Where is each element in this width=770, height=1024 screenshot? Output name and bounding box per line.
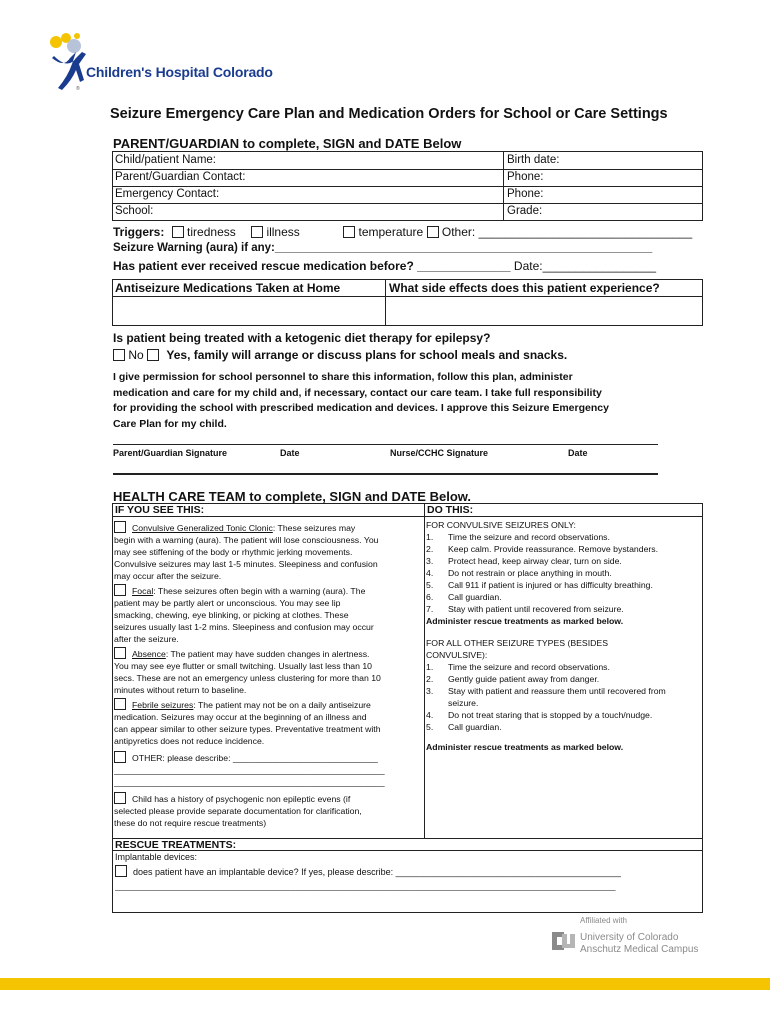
keto-yes-checkbox[interactable] <box>147 349 159 361</box>
other-step-text: Gently guide patient away from danger. <box>448 674 600 684</box>
convulsive-step-text: Call guardian. <box>448 592 502 602</box>
psychogenic-line: Child has a history of psychogenic non epileptic evens (if <box>132 794 351 804</box>
other-step-number <box>426 697 448 709</box>
convulsive-step <box>426 603 702 615</box>
emergency-contact-field[interactable]: Emergency Contact: <box>115 188 220 200</box>
other-step <box>426 661 702 673</box>
focal-line: patient may be partly alert or unconscious. You may see lip <box>114 598 341 608</box>
other-step-number: 3. <box>426 686 434 696</box>
convulsive-step-text: Time the seizure and record observations. <box>448 532 610 542</box>
absence-checkbox[interactable] <box>114 647 126 659</box>
other-instructions-head: CONVULSIVE): <box>426 650 488 660</box>
other-trigger-line[interactable]: ________________________________ <box>478 225 693 239</box>
triggers-row: Triggers: tiredness illness temperature Other: ________________________________ <box>113 225 693 239</box>
care-team-heading: HEALTH CARE TEAM to complete, SIGN and DATE Below. <box>113 489 471 504</box>
convulsive-step-text: Stay with patient until recovered from seizure. <box>448 604 624 614</box>
administer-rescue-note: Administer rescue treatments as marked below. <box>426 616 624 626</box>
campus-name: Anschutz Medical Campus <box>580 944 699 955</box>
guardian-date-label: Date <box>280 448 300 458</box>
administer-rescue-note: Administer rescue treatments as marked below. <box>426 742 624 752</box>
logo-text: Children's Hospital Colorado <box>86 64 273 80</box>
other-seizure-line[interactable]: ________________________________________________________ <box>114 765 385 775</box>
signature-line[interactable] <box>113 444 658 445</box>
aura-field[interactable]: Seizure Warning (aura) if any:___________________________________________________________ <box>113 242 653 254</box>
absence-line: secs. These are not an emergency unless clustering for more than 10 <box>114 673 381 683</box>
absence-item <box>114 647 424 696</box>
rescue-question-text[interactable]: Has patient ever received rescue medication before? ______________ <box>113 259 511 273</box>
other-step-number: 4. <box>426 710 434 720</box>
illness-label: illness <box>266 225 300 239</box>
focal-title: Focal <box>132 586 154 596</box>
guardian-contact-field[interactable]: Parent/Guardian Contact: <box>115 171 246 183</box>
convulsive-line: may see stiffening of the body or rhythmic jerking movements. <box>114 547 353 557</box>
keto-options <box>113 348 567 362</box>
febrile-line: : The patient may not be on a daily antiseizure <box>193 700 371 710</box>
childrens-hospital-logo <box>46 30 286 94</box>
nurse-signature-label: Nurse/CCHC Signature <box>390 448 489 458</box>
absence-line: You may see eye flutter or small twitching. Usually last less than 10 <box>114 661 373 671</box>
focal-line: after the seizure. <box>114 634 179 644</box>
permission-line: medication and care for my child and, if necessary, contact our care team. I take full responsibility <box>113 386 602 399</box>
footer-bar <box>0 978 770 990</box>
convulsive-step-number: 5. <box>426 580 434 590</box>
other-step-text: Call guardian. <box>448 722 502 732</box>
nurse-date-label: Date <box>568 448 588 458</box>
med-header-right: What side effects does this patient experience? <box>389 281 660 295</box>
other-seizure-line[interactable]: ________________________________________________________ <box>114 777 385 787</box>
febrile-title: Febrile seizures <box>132 700 194 710</box>
med-header-left: Antiseizure Medications Taken at Home <box>115 281 341 295</box>
permission-line: I give permission for school personnel to share this information, follow this plan, administer <box>113 371 573 383</box>
febrile-line: can appear similar to other seizure types. Preventative treatment with <box>114 724 381 734</box>
keto-no-label: No <box>128 348 144 362</box>
other-step-text: Stay with patient and reassure them until recovered from <box>448 686 666 696</box>
tiredness-checkbox[interactable] <box>172 226 184 238</box>
temperature-checkbox[interactable] <box>343 226 355 238</box>
other-step-text: Do not treat staring that is stopped by a touch/nudge. <box>448 710 653 720</box>
other-step-number: 5. <box>426 722 434 732</box>
guardian-phone-field[interactable]: Phone: <box>507 171 544 183</box>
other-step <box>426 721 702 733</box>
implant-question[interactable]: does patient have an implantable device? If yes, please describe: _____________________________________________ <box>133 867 621 877</box>
febrile-line: medication. Seizures may occur at the beginning of an illness and <box>114 712 367 722</box>
parent-section-heading: PARENT/GUARDIAN to complete, SIGN and DATE Below <box>113 136 462 151</box>
convulsive-title: Convulsive Generalized Tonic Clonic <box>132 523 273 533</box>
other-step <box>426 709 702 721</box>
focal-item <box>114 584 424 645</box>
left-column <box>114 521 424 829</box>
other-steps <box>426 661 702 733</box>
focal-checkbox[interactable] <box>114 584 126 596</box>
febrile-item <box>114 698 424 747</box>
child-name-field[interactable]: Child/patient Name: <box>115 154 216 166</box>
other-trigger-label: Other: <box>441 225 476 239</box>
guardian-signature-label: Parent/Guardian Signature <box>113 448 228 458</box>
psychogenic-item <box>114 792 424 829</box>
other-trigger-checkbox[interactable] <box>427 226 439 238</box>
care-team-table <box>112 503 703 913</box>
affiliation-block <box>550 916 720 966</box>
absence-line: minutes without return to baseline. <box>114 685 247 695</box>
grade-field[interactable]: Grade: <box>507 205 543 217</box>
convulsive-step-number: 3. <box>426 556 434 566</box>
other-seizure-checkbox[interactable] <box>114 751 126 763</box>
psychogenic-checkbox[interactable] <box>114 792 126 804</box>
tiredness-label: tiredness <box>187 225 236 239</box>
section-divider <box>113 473 658 475</box>
convulsive-checkbox[interactable] <box>114 521 126 533</box>
keto-yes-label: Yes, family will arrange or discuss plans for school meals and snacks. <box>166 348 568 362</box>
convulsive-steps <box>426 531 702 615</box>
focal-line: seizures usually last 1-2 mins. Sleepiness and confusion may occur <box>114 622 374 632</box>
medication-table <box>112 279 703 326</box>
psychogenic-line: these do not require rescue treatments) <box>114 818 267 828</box>
other-step-text: seizure. <box>448 698 479 708</box>
febrile-line: antipyretics does not reduce incidence. <box>114 736 265 746</box>
psychogenic-line: selected please provide separate documentation for clarification, <box>114 806 362 816</box>
other-instructions-head: FOR ALL OTHER SEIZURE TYPES (BESIDES <box>426 638 608 648</box>
focal-line: : These seizures often begin with a warning (aura). The <box>153 586 366 596</box>
convulsive-step-text: Do not restrain or place anything in mouth. <box>448 568 612 578</box>
convulsive-step <box>426 555 702 567</box>
triggers-label: Triggers <box>113 225 161 239</box>
permission-statement <box>113 370 609 432</box>
page-title: Seizure Emergency Care Plan and Medication Orders for School or Care Settings <box>110 106 668 122</box>
keto-question: Is patient being treated with a ketogenic diet therapy for epilepsy? <box>113 331 491 345</box>
focal-line: smacking, chewing, eye blinking, or picking at clothes. These <box>114 610 349 620</box>
col-left-header: IF YOU SEE THIS: <box>115 504 205 516</box>
convulsive-step-number: 2. <box>426 544 434 554</box>
school-field[interactable]: School: <box>115 205 154 217</box>
convulsive-step <box>426 579 702 591</box>
convulsive-line: Convulsive seizures may last 1-5 minutes. Sleepiness and confusion <box>114 559 378 569</box>
other-step <box>426 673 702 685</box>
other-step <box>426 685 702 697</box>
convulsive-step <box>426 567 702 579</box>
absence-title: Absence <box>132 649 166 659</box>
cu-logo-icon <box>550 928 576 954</box>
other-seizure-field[interactable]: OTHER: please describe: ______________________________ <box>132 753 378 763</box>
convulsive-step <box>426 591 702 603</box>
convulsive-line: may occur after the seizure. <box>114 571 222 581</box>
permission-line: Care Plan for my child. <box>113 417 227 430</box>
col-right-header: DO THIS: <box>427 504 474 516</box>
right-column <box>426 519 702 753</box>
convulsive-step-text: Call 911 if patient is injured or has difficulty breathing. <box>448 580 653 590</box>
convulsive-step-number: 7. <box>426 604 434 614</box>
convulsive-step <box>426 543 702 555</box>
affiliated-with: Affiliated with <box>580 916 627 925</box>
implant-checkbox[interactable] <box>115 865 127 877</box>
convulsive-step <box>426 531 702 543</box>
emergency-phone-field[interactable]: Phone: <box>507 188 544 200</box>
birth-date-field[interactable]: Birth date: <box>507 154 560 166</box>
illness-checkbox[interactable] <box>251 226 263 238</box>
convulsive-line: begin with a warning (aura). The patient will lose consciousness. You <box>114 535 379 545</box>
convulsive-step-number: 4. <box>426 568 434 578</box>
convulsive-step-number: 1. <box>426 532 434 542</box>
keto-no-checkbox[interactable] <box>113 349 125 361</box>
temperature-label: temperature <box>358 225 424 239</box>
university-name: University of Colorado <box>580 932 679 943</box>
implantable-devices-label: Implantable devices: <box>115 852 198 862</box>
permission-line: for providing the school with prescribed medication and devices. I approve this Seizure Emergency <box>113 402 609 414</box>
trademark: ® <box>76 86 80 92</box>
implant-line[interactable]: ____________________________________________________________________________________________________ <box>115 881 616 891</box>
rescue-date[interactable]: Date:_________________ <box>513 259 657 273</box>
contact-table <box>112 151 703 221</box>
other-step-text: Time the seizure and record observations. <box>448 662 610 672</box>
convulsive-step-text: Protect head, keep airway clear, turn on side. <box>448 556 622 566</box>
convulsive-line: : These seizures may <box>272 523 356 533</box>
absence-line: : The patient may have sudden changes in alertness. <box>165 649 370 659</box>
implant-row <box>115 865 621 877</box>
other-step-number: 2. <box>426 674 434 684</box>
other-step-number: 1. <box>426 662 434 672</box>
convulsive-instructions-head: FOR CONVULSIVE SEIZURES ONLY: <box>426 520 576 530</box>
febrile-checkbox[interactable] <box>114 698 126 710</box>
rescue-treatments-heading: RESCUE TREATMENTS: <box>115 839 237 851</box>
convulsive-step-number: 6. <box>426 592 434 602</box>
rescue-question <box>113 259 656 273</box>
other-item <box>114 751 424 788</box>
other-step <box>426 697 702 709</box>
convulsive-item <box>114 521 424 582</box>
convulsive-step-text: Keep calm. Provide reassurance. Remove bystanders. <box>448 544 659 554</box>
